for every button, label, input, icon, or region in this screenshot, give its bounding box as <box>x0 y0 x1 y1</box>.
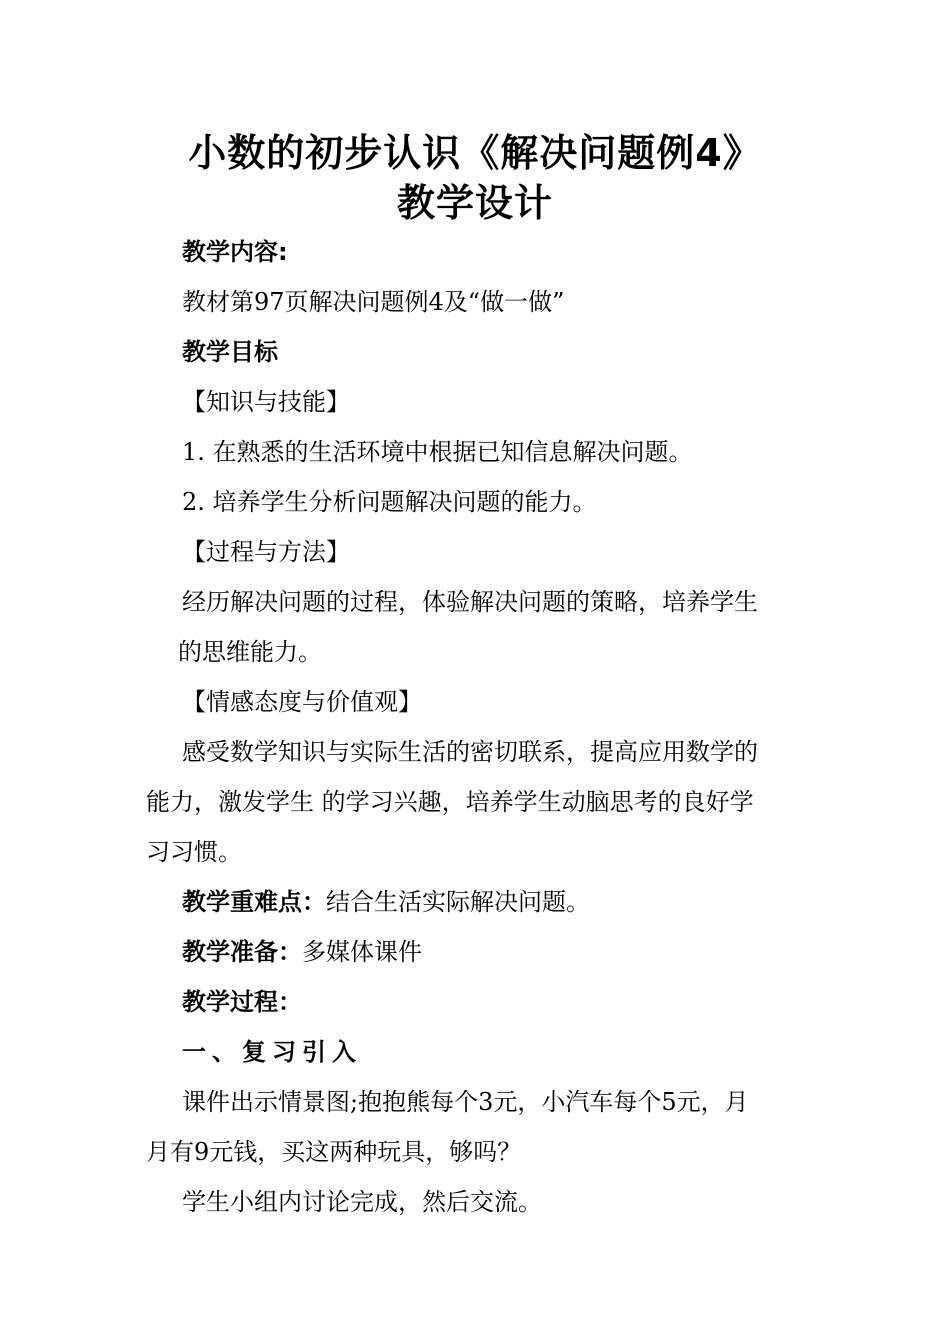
knowledge-item-1: 1. 在熟悉的生活环境中根据已知信息解决问题。 <box>182 438 693 466</box>
process-paragraph-line-2: 的思维能力。 <box>178 638 322 666</box>
content-text: 教材第97页解决问题例4及“做一做” <box>182 288 565 316</box>
procedure-heading: 教学过程： <box>182 988 302 1016</box>
document-title: 小数的初步认识《解决问题例4》 <box>188 131 762 175</box>
content-heading: 教学内容: <box>182 238 288 266</box>
knowledge-item-2: 2. 培养学生分析问题解决问题的能力。 <box>182 488 597 516</box>
section-1-line-3: 学生小组内讨论完成，然后交流。 <box>182 1188 542 1216</box>
prep-text: 多媒体课件 <box>302 938 422 966</box>
section-1-line-2: 月有9元钱，买这两种玩具，够吗？ <box>146 1138 522 1166</box>
emotion-paragraph-line-1: 感受数学知识与实际生活的密切联系，提高应用数学的 <box>182 738 758 766</box>
difficulty-line <box>182 886 590 918</box>
emotion-paragraph-line-3: 习习惯。 <box>146 838 242 866</box>
knowledge-heading: 【知识与技能】 <box>182 388 350 416</box>
prep-label: 教学准备： <box>182 938 302 966</box>
difficulty-label: 教学重难点： <box>182 888 326 916</box>
emotion-heading: 【情感态度与价值观】 <box>182 688 422 716</box>
process-heading: 【过程与方法】 <box>182 538 350 566</box>
process-paragraph-line-1: 经历解决问题的过程，体验解决问题的策略，培养学生 <box>182 588 758 616</box>
difficulty-text: 结合生活实际解决问题。 <box>326 888 590 916</box>
section-1-line-1: 课件出示情景图;抱抱熊每个3元，小汽车每个5元，月 <box>182 1088 749 1116</box>
emotion-paragraph-line-2: 能力，激发学生 的学习兴趣，培养学生动脑思考的良好学 <box>146 788 754 816</box>
goals-heading: 教学目标 <box>182 338 278 366</box>
section-1-heading: 一、复习引入 <box>182 1038 362 1066</box>
document-subtitle: 教学设计 <box>396 181 553 225</box>
prep-line <box>182 936 422 968</box>
